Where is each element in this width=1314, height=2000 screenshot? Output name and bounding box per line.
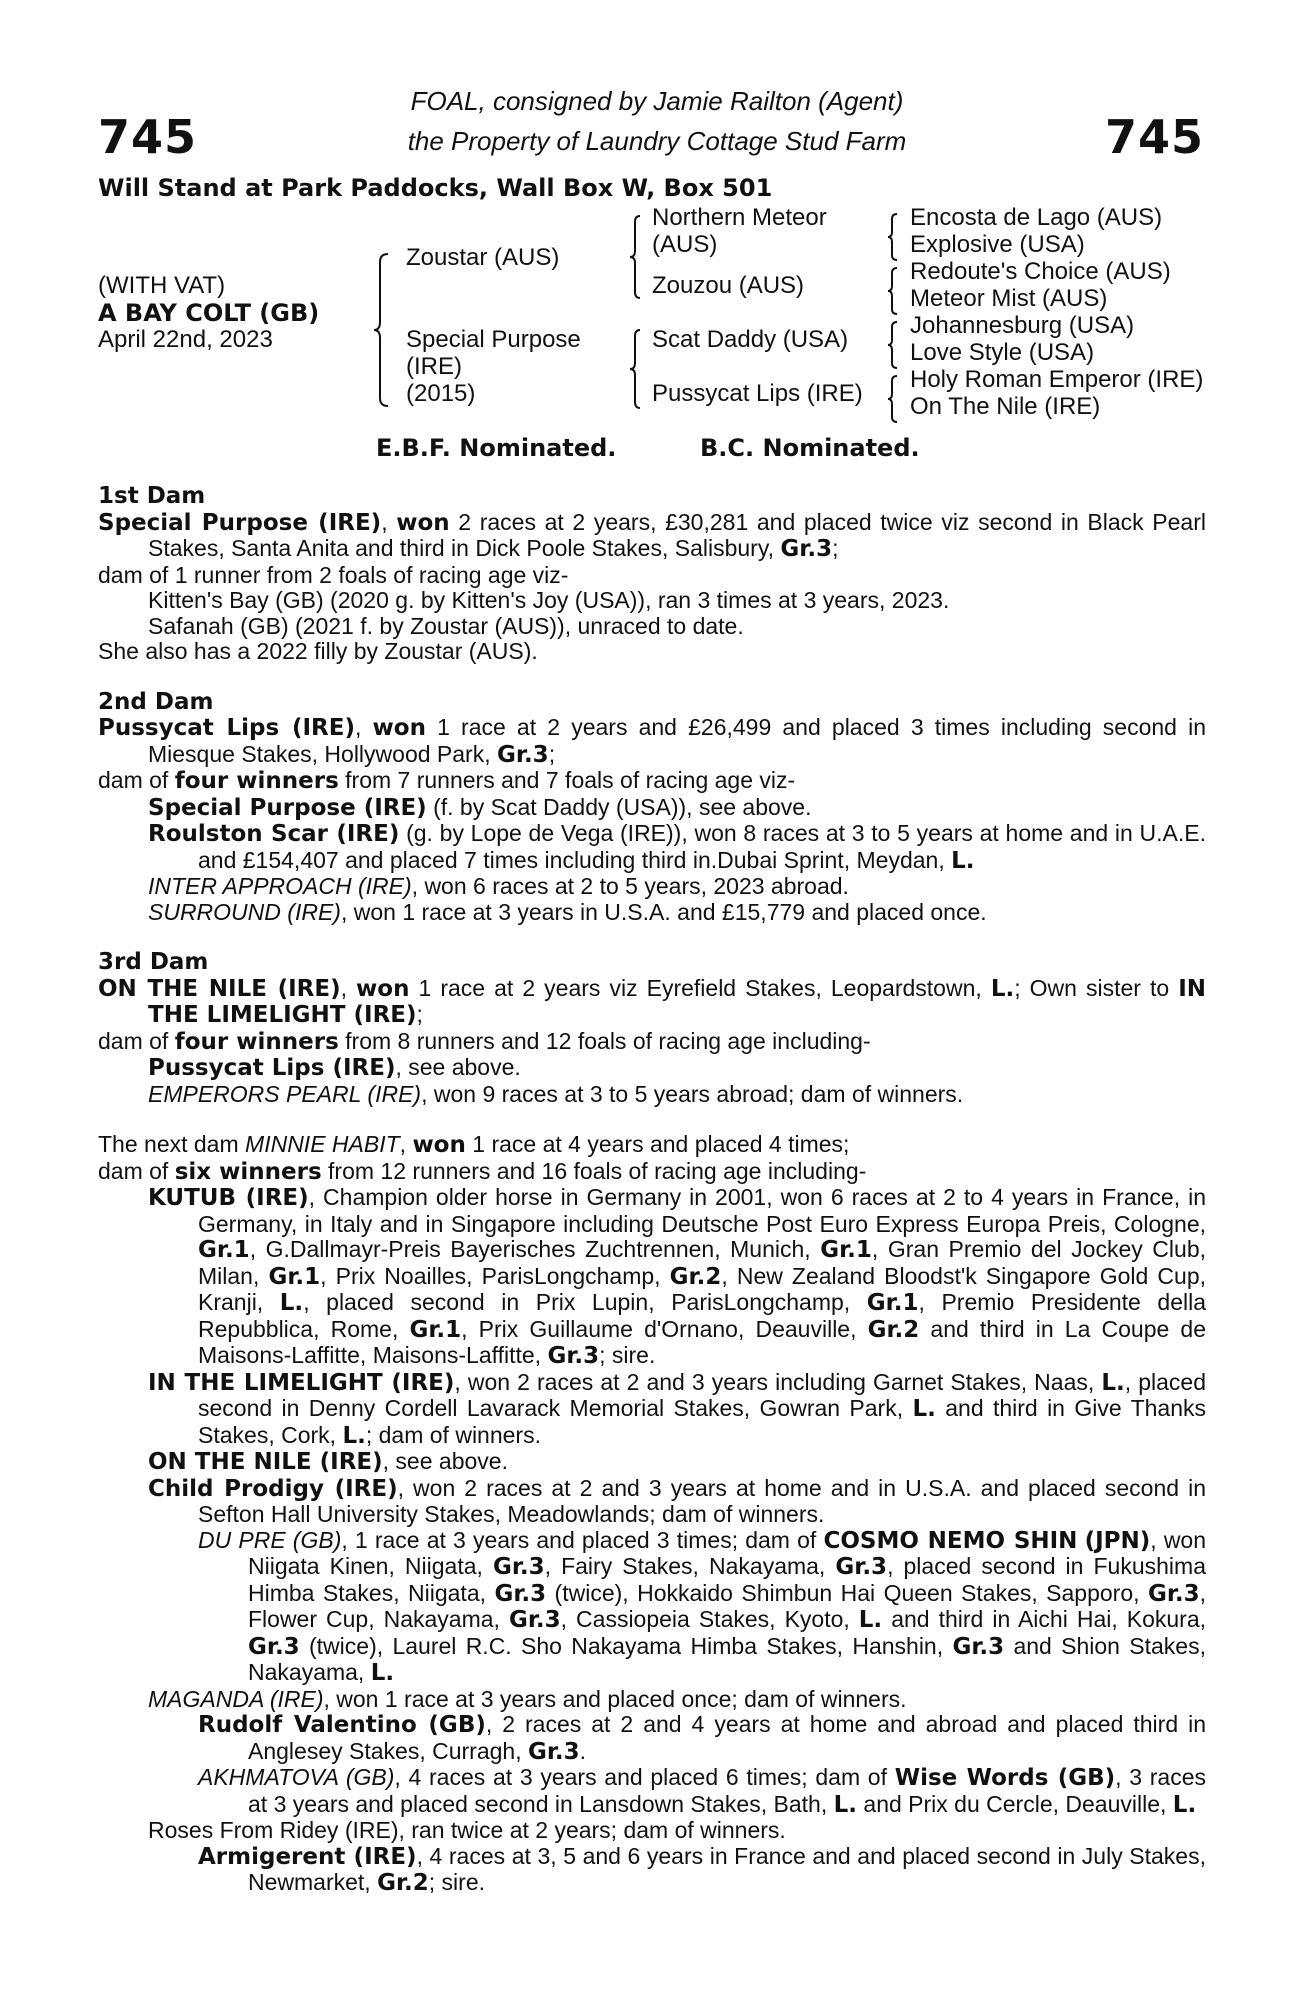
first-dam-foal-note: She also has a 2022 filly by Zoustar (AUS). [98, 638, 538, 664]
second-dam-heading: 2nd Dam [98, 688, 214, 715]
next-dam-produce-summary: dam of six winners from 12 runners and 16 foals of racing age including- [98, 1157, 867, 1185]
second-dam-foal-3: INTER APPROACH (IRE), won 6 races at 2 to 5 years, 2023 abroad. [148, 873, 849, 899]
lot-number-right: 745 [1104, 110, 1204, 164]
third-dam-foal-1: Pussycat Lips (IRE), see above. [148, 1054, 521, 1081]
dam-name-line1: Special Purpose [406, 326, 581, 353]
pedigree-brace-g4-1 [886, 212, 900, 262]
second-dam-foal-4: SURROUND (IRE), won 1 race at 3 years in U.S.A. and £15,779 and placed once. [148, 898, 987, 925]
pedigree-brace-g4-4 [886, 374, 900, 424]
g4-ancestor-8: On The Nile (IRE) [910, 393, 1101, 420]
g4-ancestor-4: Meteor Mist (AUS) [910, 285, 1108, 312]
pedigree-brace-g4-3 [886, 320, 900, 370]
child-prodigy-entry: Child Prodigy (IRE), won 2 races at 2 and 3 years at home and in U.S.A. and placed second in Sefton Hall University Stakes, Meadowlands; dam of winners. [148, 1474, 1206, 1527]
maganda-entry: MAGANDA (IRE), won 1 race at 3 years and placed once; dam of winners. [148, 1685, 907, 1712]
third-dam-produce-summary: dam of four winners from 8 runners and 12 foals of racing age including- [98, 1027, 871, 1055]
limelight-entry: IN THE LIMELIGHT (IRE), won 2 races at 2 and 3 years including Garnet Stakes, Naas, L., placed second in Denny Cordell Lavarack Memorial Stakes, Gowran Park, L. and third in Give Thanks Stakes, Cork, L.; dam of winners. [148, 1368, 1207, 1449]
dam-dam-name: Pussycat Lips (IRE) [652, 380, 863, 407]
pedigree-notes [98, 484, 1206, 1897]
property-line: the Property of Laundry Cottage Stud Farm [407, 126, 907, 156]
foaling-date: April 22nd, 2023 [98, 326, 273, 353]
rudolf-valentino-entry: Rudolf Valentino (GB), 2 races at 2 and 4 years at home and abroad and placed third in Anglesey Stakes, Curragh, Gr.3. [198, 1711, 1207, 1765]
du-pre-entry: DU PRE (GB), 1 race at 3 years and placed 3 times; dam of COSMO NEMO SHIN (JPN), won Niigata Kinen, Niigata, Gr.3, Fairy Stakes, Nakayama, Gr.3, placed second in Fukushima Himba Stakes, Niigata, Gr.3 (twice), Hokkaido Shimbun Hai Queen Stakes, Sapporo, Gr.3, Flower Cup, Nakayama, Gr.3, Cassiopeia Stakes, Kyoto, L. and third in Aichi Hai, Kokura, Gr.3 (twice), Laurel R.C. Sho Nakayama Himba Stakes, Hanshin, Gr.3 and Shion Stakes, Nakayama, L. [198, 1526, 1207, 1686]
second-dam-summary: Pussycat Lips (IRE), won 1 race at 2 years and £26,499 and placed 3 times including second in Miesque Stakes, Hollywood Park, Gr.3; [98, 714, 1207, 768]
ebf-nomination: E.B.F. Nominated. [376, 434, 617, 462]
on-the-nile-entry: ON THE NILE (IRE), see above. [148, 1448, 508, 1475]
roses-from-ridey-entry: Roses From Ridey (IRE), ran twice at 2 years; dam of winners. [148, 1817, 786, 1843]
first-dam-heading: 1st Dam [98, 483, 206, 509]
consignor-line: FOAL, consigned by Jamie Railton (Agent) [410, 86, 904, 116]
akhmatova-entry: AKHMATOVA (GB), 4 races at 3 years and placed 6 times; dam of Wise Words (GB), 3 races at 3 years and placed second in Lansdown Stakes, Bath, L. and Prix du Cercle, Deauville, L. [198, 1764, 1207, 1818]
second-dam-foal-2: Roulston Scar (IRE) (g. by Lope de Vega (IRE)), won 8 races at 3 to 5 years at home and in U.A.E. and £154,407 and placed 7 times including third in.Dubai Sprint, Meydan, L. [148, 820, 1206, 874]
first-dam-foal-1: Kitten's Bay (GB) (2020 g. by Kitten's Joy (USA)), ran 3 times at 3 years, 2023. [148, 587, 950, 613]
second-dam-produce-summary: dam of four winners from 7 runners and 7 foals of racing age viz- [98, 767, 796, 794]
sire-dam-name: Zouzou (AUS) [652, 272, 805, 299]
pedigree-brace-sire [628, 214, 644, 300]
g4-ancestor-7: Holy Roman Emperor (IRE) [910, 366, 1204, 393]
pedigree-brace-dam [628, 328, 644, 410]
horse-name: A BAY COLT (GB) [98, 299, 320, 327]
first-dam-produce-summary: dam of 1 runner from 2 foals of racing age viz- [98, 561, 569, 588]
first-dam-summary: Special Purpose (IRE), won 2 races at 2 years, £30,281 and placed twice viz second in Black Pearl Stakes, Santa Anita and third in Dick Poole Stakes, Salisbury, Gr.3; [98, 508, 1206, 562]
third-dam-foal-2: EMPERORS PEARL (IRE), won 9 races at 3 to 5 years abroad; dam of winners. [148, 1080, 964, 1107]
dam-name-line2: (IRE) [406, 353, 462, 380]
next-dam-summary: The next dam MINNIE HABIT, won 1 race at 4 years and placed 4 times; [98, 1131, 850, 1158]
vat-note: (WITH VAT) [98, 272, 226, 299]
g4-ancestor-2: Explosive (USA) [910, 231, 1085, 258]
sire-sire-line2: (AUS) [652, 231, 718, 258]
lot-number-left: 745 [98, 110, 198, 164]
pedigree-brace-main [372, 252, 392, 408]
third-dam-summary: ON THE NILE (IRE), won 1 race at 2 years viz Eyrefield Stakes, Leopardstown, L.; Own sister to IN THE LIMELIGHT (IRE); [98, 974, 1207, 1028]
second-dam-foal-1: Special Purpose (IRE) (f. by Scat Daddy (USA)), see above. [148, 793, 812, 821]
g4-ancestor-1: Encosta de Lago (AUS) [910, 204, 1163, 231]
pedigree-brace-g4-2 [886, 266, 900, 316]
kutub-entry: KUTUB (IRE), Champion older horse in Germany in 2001, won 6 races at 2 to 4 years in France, in Germany, in Italy and in Singapore including Deutsche Post Euro Express Europa Preis, Cologne, Gr.1, G.Dallmayr-Preis Bayerisches Zuchtrennen, Munich, Gr.1, Gran Premio del Jockey Club, Milan, Gr.1, Prix Noailles, ParisLongchamp, Gr.2, New Zealand Bloodst'k Singapore Gold Cup, Kranji, L., placed second in Prix Lupin, ParisLongchamp, Gr.1, Premio Presidente della Repubblica, Rome, Gr.1, Prix Guillaume d'Ornano, Deauville, Gr.2 and third in La Coupe de Maisons-Laffitte, Maisons-Laffitte, Gr.3; sire. [148, 1184, 1207, 1369]
dam-sire-name: Scat Daddy (USA) [652, 326, 849, 353]
third-dam-heading: 3rd Dam [98, 949, 209, 975]
g4-ancestor-3: Redoute's Choice (AUS) [910, 258, 1171, 285]
g4-ancestor-5: Johannesburg (USA) [910, 312, 1135, 339]
dam-foal-year: (2015) [406, 380, 476, 407]
sire-sire-line1: Northern Meteor [652, 204, 827, 231]
armigerent-entry: Armigerent (IRE), 4 races at 3, 5 and 6 years in France and and placed second in July Stakes, Newmarket, Gr.2; sire. [198, 1842, 1206, 1896]
sire-name: Zoustar (AUS) [406, 244, 560, 271]
stabling-location: Will Stand at Park Paddocks, Wall Box W, Box 501 [98, 174, 773, 202]
bc-nomination: B.C. Nominated. [700, 434, 920, 462]
first-dam-foal-2: Safanah (GB) (2021 f. by Zoustar (AUS)), unraced to date. [148, 612, 744, 639]
g4-ancestor-6: Love Style (USA) [910, 339, 1095, 366]
